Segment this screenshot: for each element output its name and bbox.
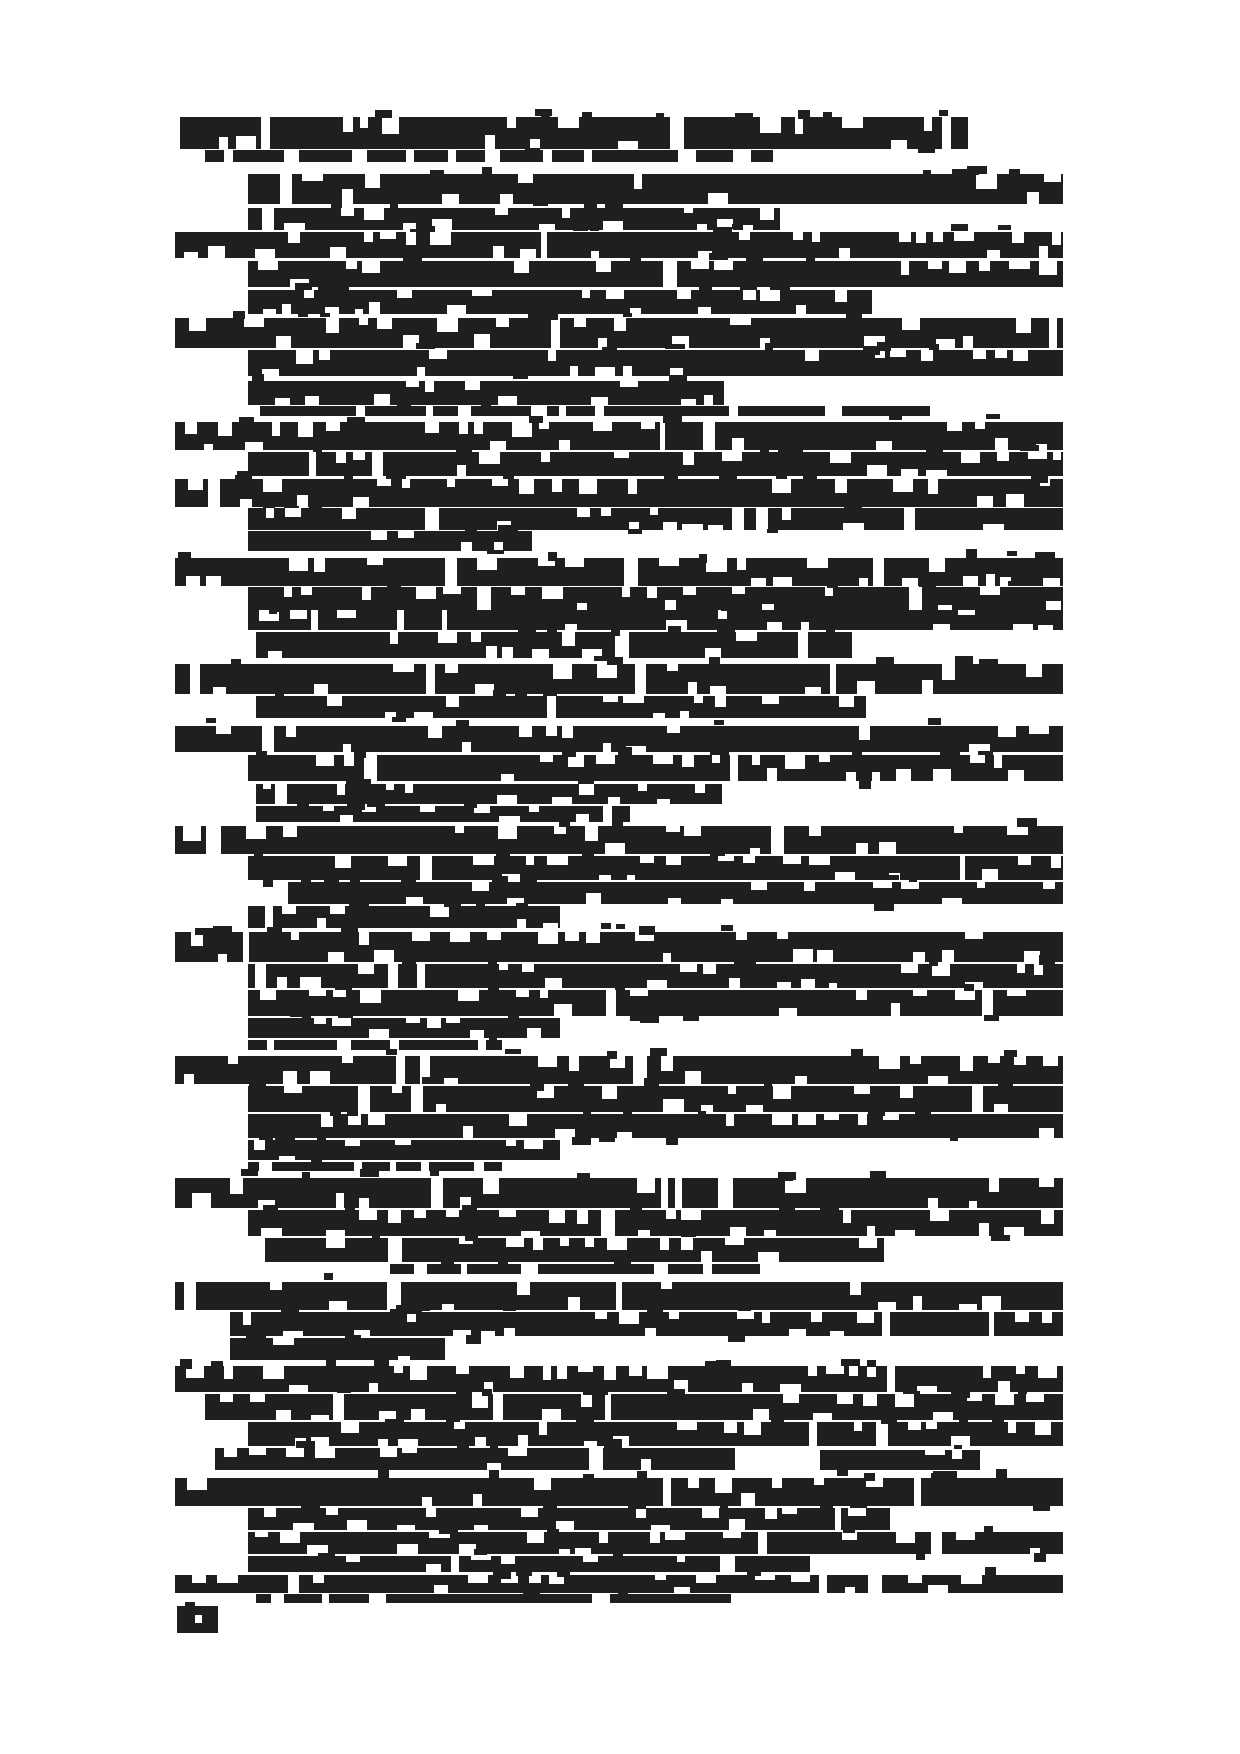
ink-fragment [185, 1602, 195, 1607]
page-number-redacted [177, 1606, 218, 1633]
paper-gap [195, 1615, 202, 1623]
